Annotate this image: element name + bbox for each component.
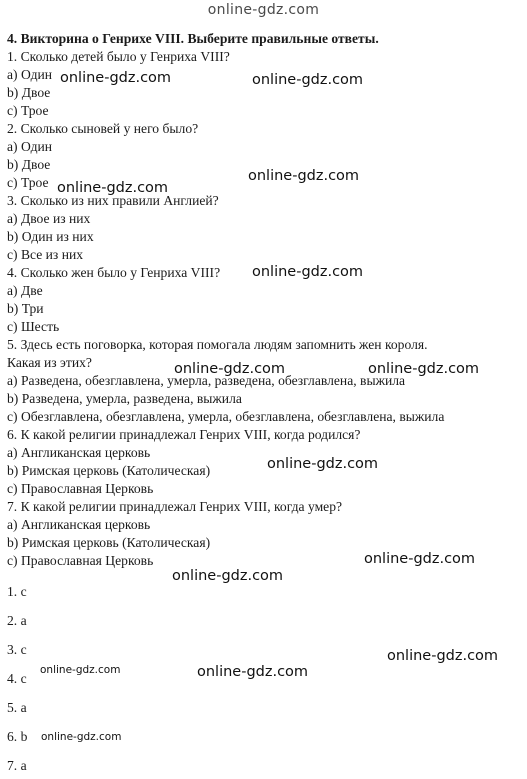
q5-option-a: a) Разведена, обезглавлена, умерла, разведена, обезглавлена, выжила [7,373,406,388]
q1-option-c: c) Трое [7,103,49,118]
quiz-title: 4. Викторина о Генрихе VIII. Выберите правильные ответы. [7,31,379,46]
question-7: 7. К какой религии принадлежал Генрих VIII, когда умер? [7,499,343,514]
q7-option-a: a) Англиканская церковь [7,517,151,532]
q4-option-b: b) Три [7,301,44,316]
watermark: online-gdz.com [60,70,172,86]
q5-option-b: b) Разведена, умерла, разведена, выжила [7,391,242,406]
question-3: 3. Сколько из них правили Англией? [7,193,219,208]
q5-option-c: c) Обезглавлена, обезглавлена, умерла, обезглавлена, обезглавлена, выжила [7,409,445,424]
q1-option-b: b) Двое [7,85,51,100]
question-2: 2. Сколько сыновей у него было? [7,121,199,136]
watermark: online-gdz.com [364,551,476,567]
answer-1: 1. с [7,584,27,599]
q1-option-a: a) Один [7,67,53,82]
q7-option-c: c) Православная Церковь [7,553,154,568]
watermark: online-gdz.com [172,568,284,584]
q2-option-b: b) Двое [7,157,51,172]
q2-option-c: c) Трое [7,175,49,190]
q4-option-c: c) Шесть [7,319,60,334]
q2-option-a: a) Один [7,139,53,154]
watermark: online-gdz.com [248,168,360,184]
q6-option-b: b) Римская церковь (Католическая) [7,463,211,478]
question-1: 1. Сколько детей было у Генриха VIII? [7,49,230,64]
answer-7: 7. а [7,758,27,773]
answer-3: 3. с [7,642,27,657]
answer-6: 6. b [7,729,28,744]
watermark: online-gdz.com [41,731,122,743]
answer-2: 2. а [7,613,27,628]
q4-option-a: a) Две [7,283,43,298]
q3-option-a: a) Двое из них [7,211,91,226]
question-5: 5. Здесь есть поговорка, которая помогала людям запомнить жен короля. [7,337,428,352]
answer-4: 4. с [7,671,27,686]
question-5-cont: Какая из этих? [7,355,92,370]
watermark: online-gdz.com [252,72,364,88]
q3-option-b: b) Один из них [7,229,94,244]
question-6: 6. К какой религии принадлежал Генрих VIII, когда родился? [7,427,361,442]
watermark: online-gdz.com [174,361,286,377]
q7-option-b: b) Римская церковь (Католическая) [7,535,211,550]
watermark: online-gdz.com [40,664,121,676]
site-header[interactable]: online-gdz.com [207,2,320,18]
watermark: online-gdz.com [252,264,364,280]
watermark: online-gdz.com [197,664,309,680]
watermark: online-gdz.com [368,361,480,377]
q3-option-c: c) Все из них [7,247,84,262]
watermark: online-gdz.com [57,180,169,196]
answer-5: 5. а [7,700,27,715]
watermark: online-gdz.com [267,456,379,472]
watermark: online-gdz.com [387,648,499,664]
q6-option-a: a) Англиканская церковь [7,445,151,460]
q6-option-c: c) Православная Церковь [7,481,154,496]
question-4: 4. Сколько жен было у Генриха VIII? [7,265,221,280]
